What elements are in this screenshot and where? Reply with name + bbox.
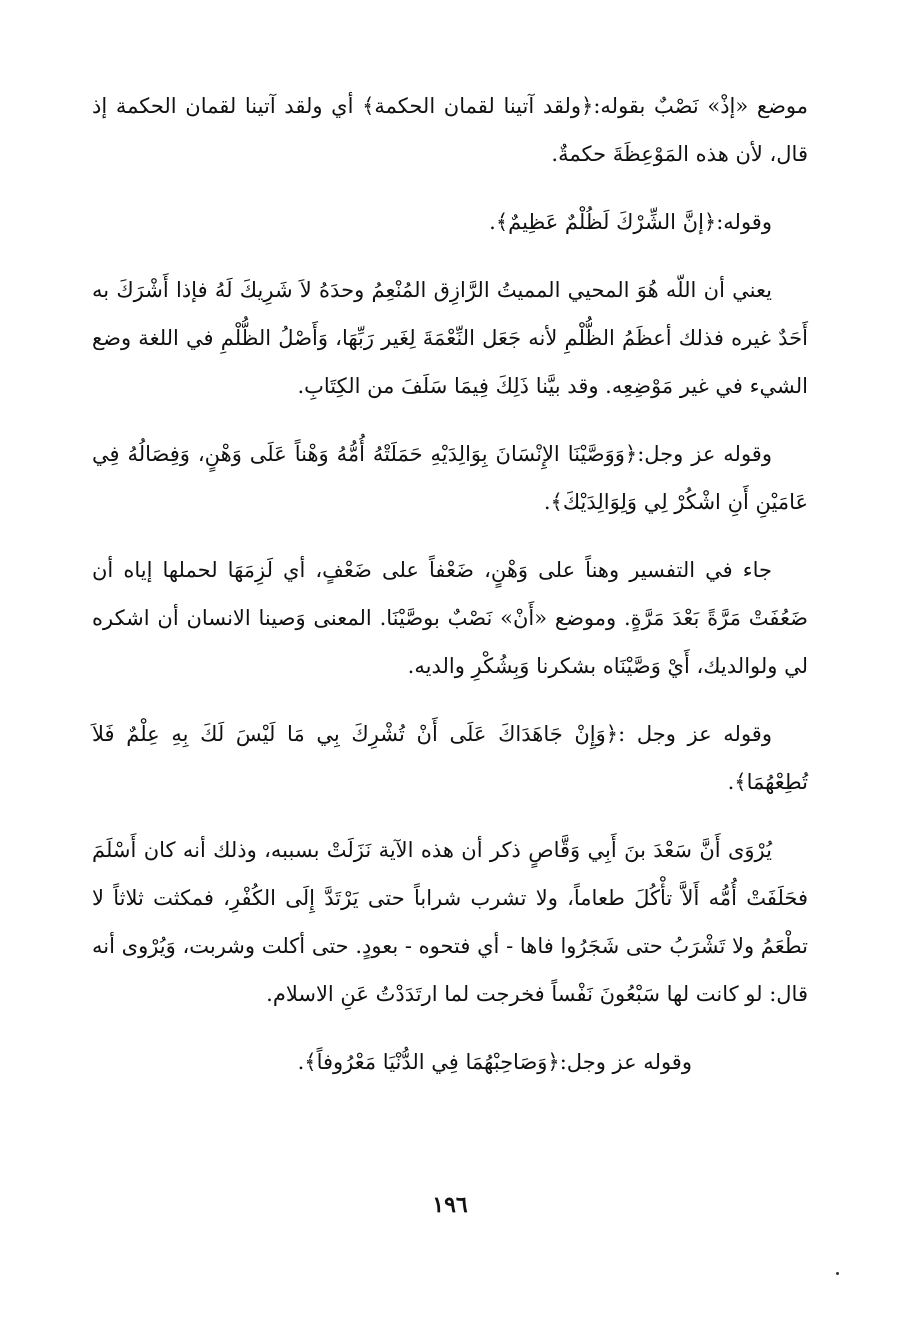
stray-dot [836,1272,839,1275]
paragraph-8: وقوله عز وجل:﴿وَصَاحِبْهُمَا فِي الدُّنْيَا مَعْرُوفاً﴾. [297,1050,692,1074]
paragraph-1: موضع «إذْ» نَصْبٌ بقوله:﴿ولقد آتينا لقمان الحكمة﴾ أي ولقد آتينا لقمان الحكمة إذ قال، لأن هذه المَوْعِظَةَ حكمةٌ. [92,94,808,166]
paragraph-3: يعني أن اللّه هُوَ المحيي المميتُ الرَّازِق المُنْعِمُ وحدَهُ لاَ شَرِيكَ لَهُ فإذا أَشْرَكَ به أَحَدٌ غيره فذلك أعظَمُ الظُّلْمِ لأنه جَعَل النِّعْمَةَ لِغَير رَبِّهَا، وَأَصْلُ الظُّلْمِ في اللغة وضع الشيء في غير مَوْضِعِه. وقد بيَّنا ذَلِكَ فِيمَا سَلَفَ من الكِتَابِ. [92,278,808,398]
paragraph-6: وقوله عز وجل :﴿وَإِنْ جَاهَدَاكَ عَلَى أَنْ تُشْرِكَ بِي مَا لَيْسَ لَكَ بِهِ عِلْمٌ فَلاَ تُطِعْهُمَا﴾. [92,722,808,794]
page-number: ١٩٦ [432,1192,468,1218]
page-body [92,82,808,1106]
paragraph-5: جاء في التفسير وهناً على وَهْنٍ، ضَعْفاً على ضَعْفٍ، أي لَزِمَهَا لحملها إياه أن ضَعُفَتْ مَرَّةً بَعْدَ مَرَّةٍ. وموضع «أَنْ» نَصْبٌ بوصَّيْنَا. المعنى وَصينا الانسان أن اشكره لي ولوالديك، أَيْ وَصَّيْنَاه بشكرنا وَبِشُكْرِ والديه. [92,558,808,678]
paragraph-2: وقوله:﴿إنَّ الشِّرْكَ لَظُلْمٌ عَظِيمٌ﴾. [489,210,772,234]
paragraph-4: وقوله عز وجل:﴿وَوَصَّيْنَا الإِنْسَانَ بِوَالِدَيْهِ حَمَلَتْهُ أُمُّهُ وَهْناً عَلَى وَهْنٍ، وَفِصَالُهُ فِي عَامَيْنِ أَنِ اشْكُرْ لِي وَلِوَالِدَيْكَ﴾. [92,442,808,514]
paragraph-7: يُرْوَى أَنَّ سَعْدَ بنَ أَبِي وَقَّاصٍ ذكر أن هذه الآية نَزَلَتْ بسببه، وذلك أنه كان أَسْلَمَ فحَلَفَتْ أُمُّه أَلاَّ تأْكُلَ طعاماً، ولا تشرب شراباً حتى يَرْتَدَّ إِلَى الكُفْرِ، فمكثت ثلاثاً لا تطْعَمُ ولا تَشْرَبُ حتى شَجَرُوا فاها - أي فتحوه - بعودٍ. حتى أكلت وشربت، وَيُرْوى أنه قال: لو كانت لها سَبْعُونَ نَفْساً فخرجت لما ارتَدَدْتُ عَنِ الاسلام. [92,838,808,1006]
